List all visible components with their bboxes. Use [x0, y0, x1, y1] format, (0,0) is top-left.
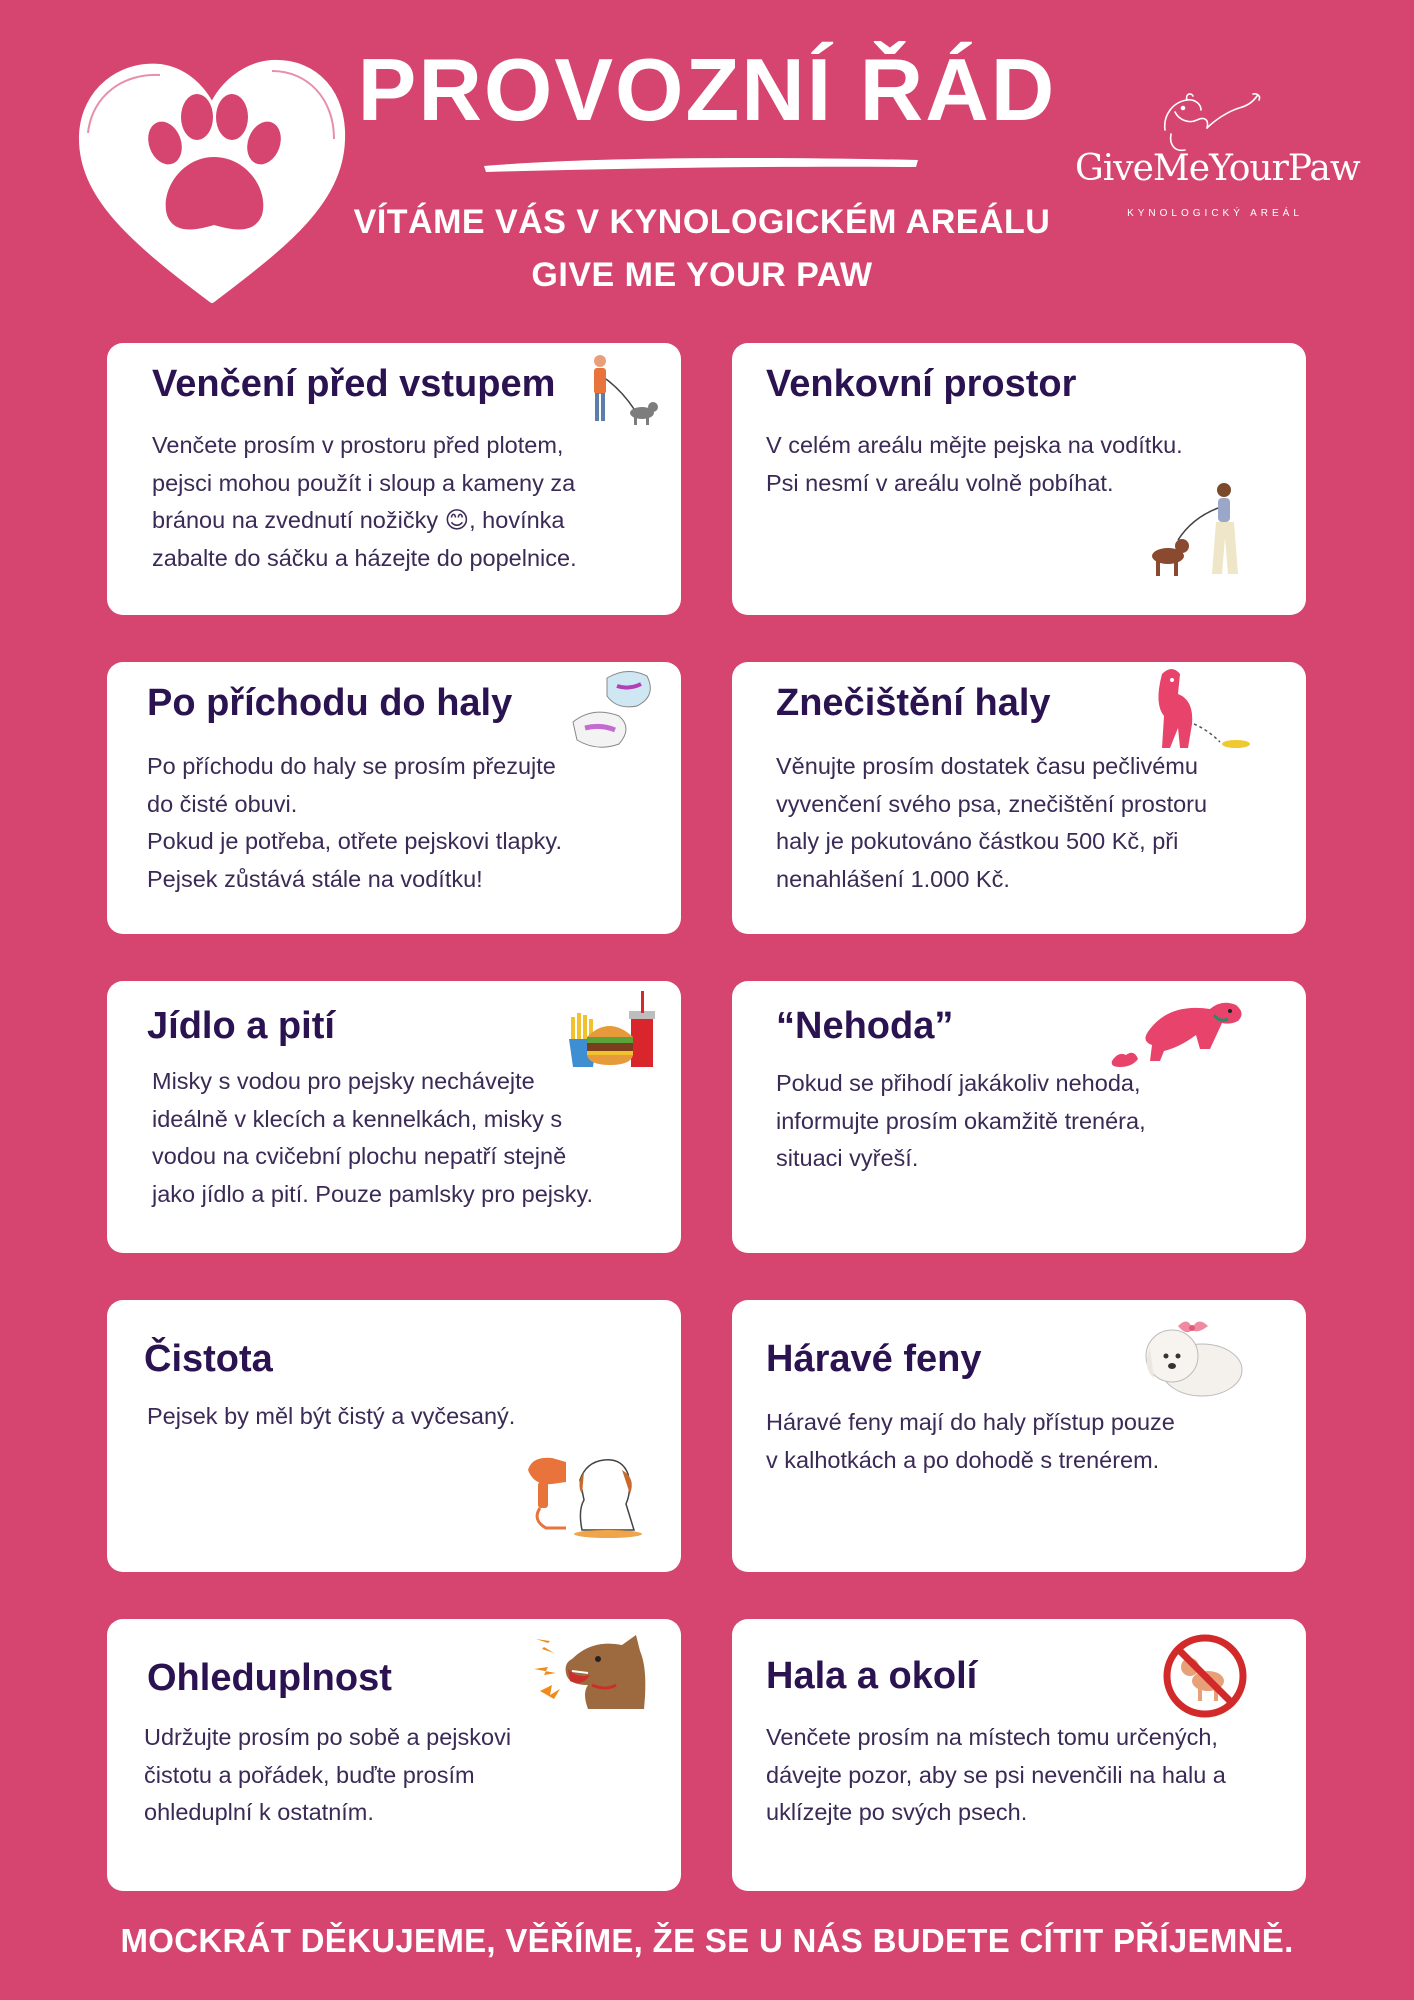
rule-card-consideration: [107, 1619, 681, 1891]
card-text: [152, 1063, 593, 1213]
card-title: Po příchodu do haly: [147, 682, 513, 724]
card-text-line: Pokud je potřeba, otřete pejskovi tlapky.: [147, 828, 562, 854]
card-text-line: zabalte do sáčku a házejte do popelnice.: [152, 544, 577, 571]
card-text-line: Pejsek zůstává stále na vodítku!: [147, 865, 483, 892]
rule-card-outdoor-area: [732, 343, 1306, 615]
card-text-line: ohleduplní k ostatním.: [144, 1799, 374, 1825]
logo-text: GiveMeYourPaw: [1075, 148, 1360, 189]
fast-food-icon: [567, 989, 662, 1074]
card-text-line: čistotu a pořádek, buďte prosím: [144, 1761, 475, 1788]
logo-subtext: KYNOLOGICKÝ AREÁL: [1127, 208, 1303, 219]
card-text: [766, 1719, 1226, 1832]
card-text-line: nenahlášení 1.000 Kč.: [776, 865, 1010, 892]
card-title: Čistota: [144, 1338, 273, 1380]
rule-card-food-and-drink: [107, 981, 681, 1253]
card-text-line: pejsci mohou použít i sloup a kameny za: [152, 469, 576, 496]
footer-thanks: MOCKRÁT DĚKUJEME, VĚŘÍME, ŽE SE U NÁS BUDETE CÍTIT PŘÍJEMNĚ.: [120, 1922, 1294, 1959]
card-title: “Nehoda”: [776, 1005, 954, 1047]
rule-card-walking-before-entry: [107, 343, 681, 615]
card-text-line: Pokud se přihodí jakákoliv nehoda,: [776, 1070, 1141, 1096]
card-text-line: Věnujte prosím dostatek času pečlivému: [776, 753, 1198, 779]
card-text-line: dávejte pozor, aby se psi nevenčili na halu a: [766, 1761, 1226, 1788]
dog-pooping-icon: [1110, 989, 1250, 1069]
sneakers-icon: [567, 666, 667, 756]
card-text-line: Psi nesmí v areálu volně pobíhat.: [766, 469, 1114, 496]
card-text-line: V celém areálu mějte pejska na vodítku.: [766, 432, 1183, 458]
rule-card-females-in-heat: [732, 1300, 1306, 1572]
hair-dryer-dog-icon: [522, 1450, 652, 1540]
card-text-line: bránou na zvednutí nožičky 😊, hovínka: [152, 507, 565, 533]
card-text: [776, 1065, 1146, 1178]
card-text: [147, 1398, 515, 1436]
woman-walking-dog-icon: [1142, 478, 1252, 588]
card-text: [152, 427, 577, 577]
dog-peeing-icon: [1142, 664, 1252, 754]
welcome-subtitle: [340, 196, 1064, 302]
rule-card-cleanliness: [107, 1300, 681, 1572]
card-title: Ohleduplnost: [147, 1657, 392, 1699]
card-text-line: vyvenčení svého psa, znečištění prostoru: [776, 790, 1208, 817]
card-title: Hala a okolí: [766, 1655, 978, 1697]
card-text-line: Udržujte prosím po sobě a pejskovi: [144, 1724, 512, 1750]
card-text: [776, 748, 1207, 898]
card-text-line: Háravé feny mají do haly přístup pouze: [766, 1409, 1175, 1435]
person-walking-dog-icon: [582, 351, 662, 431]
card-text-line: v kalhotkách a po dohodě s trenérem.: [766, 1446, 1160, 1473]
card-text-line: uklízejte po svých psech.: [766, 1799, 1028, 1825]
subtitle-line-2: GIVE ME YOUR PAW: [531, 256, 873, 294]
rule-card-accident: [732, 981, 1306, 1253]
rule-card-hall-soiling: [732, 662, 1306, 934]
card-text-line: jako jídlo a pití. Pouze pamlsky pro pejsky.: [152, 1180, 594, 1207]
card-text-line: Misky s vodou pro pejsky nechávejte: [152, 1068, 535, 1094]
card-text-line: Po příchodu do haly se prosím přezujte: [147, 753, 556, 779]
card-text: [766, 427, 1183, 502]
rule-card-entering-hall: [107, 662, 681, 934]
page-title: PROVOZNÍ ŘÁD: [357, 40, 1057, 139]
card-title: Znečištění haly: [776, 682, 1051, 724]
card-text-line: Venčete prosím v prostoru před plotem,: [152, 432, 564, 458]
card-text-line: vodou na cvičební plochu nepatří stejně: [152, 1143, 567, 1169]
card-text-line: informujte prosím okamžitě trenéra,: [776, 1107, 1146, 1134]
card-text: [147, 748, 562, 898]
card-text-line: do čisté obuvi.: [147, 790, 298, 817]
card-text-line: Venčete prosím na místech tomu určených,: [766, 1724, 1218, 1750]
card-title: Venkovní prostor: [766, 363, 1077, 405]
card-title: Jídlo a pití: [147, 1005, 335, 1047]
card-title: Háravé feny: [766, 1338, 982, 1380]
brush-underline: [480, 152, 922, 174]
brand-logo: [1075, 90, 1360, 230]
barking-dog-icon: [532, 1629, 652, 1724]
card-text-line: Pejsek by měl být čistý a vyčesaný.: [147, 1403, 516, 1429]
card-text-line: situaci vyřeší.: [776, 1145, 919, 1171]
no-dogs-sign-icon: [1160, 1631, 1250, 1721]
rule-card-hall-surroundings: [732, 1619, 1306, 1891]
card-text: [144, 1719, 511, 1832]
puppy-with-bow-icon: [1132, 1308, 1252, 1408]
card-title: Venčení před vstupem: [152, 363, 556, 405]
card-text-line: ideálně v klecích a kennelkách, misky s: [152, 1105, 563, 1132]
card-text: [766, 1404, 1175, 1479]
subtitle-line-1: VÍTÁME VÁS V KYNOLOGICKÉM AREÁLU: [353, 203, 1051, 241]
card-text-line: haly je pokutováno částkou 500 Kč, při: [776, 828, 1179, 854]
